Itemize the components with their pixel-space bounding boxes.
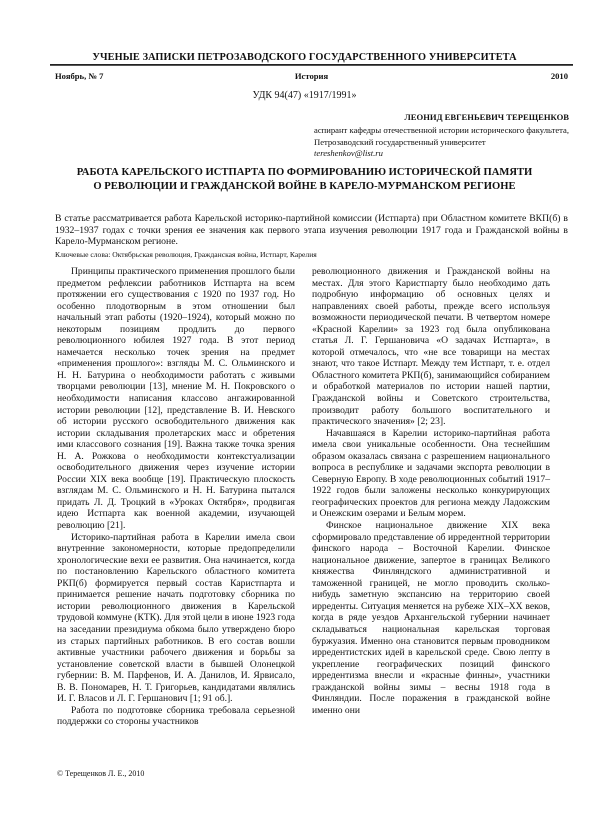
- paragraph: революционного движения и Гражданской войны на местах. Для этого Каристпарту было необходимо дать подробную информацию об основных целях и направлениях своей работы, прежде всего используя возможности периодической печати. В четвертом номере «Красной Карелии» за 1923 год была опубликована статья Л. Г. Гершановича «О задачах Истпарта», в которой отмечалось, что «не все товарищи на местах знают, что такое Истпарт. Между тем Истпарт, т. е. отдел Областного комитета РКП(б), занимающийся собиранием и обработкой материалов по истории нашей партии, Гражданской войны и Советского строительства, производит работу большого воспитательного и практического значения» [2; 23].: [312, 266, 550, 428]
- issue-year: 2010: [550, 71, 568, 81]
- keywords: Ключевые слова: Октябрьская революция, Гражданская война, Истпарт, Карелия: [55, 250, 317, 259]
- copyright-notice: © Терещенков Л. Е., 2010: [57, 769, 145, 778]
- section-name: История: [294, 71, 329, 81]
- issue-number: Ноябрь, № 7: [55, 71, 104, 81]
- udk-code: УДК 94(47) «1917/1991»: [252, 90, 357, 101]
- author-affiliation: [314, 125, 569, 160]
- abstract: В статье рассматривается работа Карельской историко-партийной комиссии (Истпарта) при Областном комитете ВКП(б) в 1932–1937 годах с точки зрения ее значения как первого этапа изучения революции 1917 года и Гражданской войны в Карело-Мурманском регионе.: [55, 213, 568, 248]
- title-line-1: РАБОТА КАРЕЛЬСКОГО ИСТПАРТА ПО ФОРМИРОВАНИЮ ИСТОРИЧЕСКОЙ ПАМЯТИ: [76, 167, 533, 178]
- body-column-right: [312, 266, 550, 716]
- header-rule: [50, 64, 573, 66]
- article-title: [30, 166, 579, 194]
- title-line-2: О РЕВОЛЮЦИИ И ГРАЖДАНСКОЙ ВОЙНЕ В КАРЕЛО-МУРМАНСКОМ РЕГИОНЕ: [93, 181, 516, 192]
- author-name: ЛЕОНИД ЕВГЕНЬЕВИЧ ТЕРЕЩЕНКОВ: [404, 112, 569, 122]
- body-column-left: [57, 266, 295, 728]
- author-email[interactable]: tereshenkov@list.ru: [314, 148, 383, 158]
- paragraph: Историко-партийная работа в Карелии имела свои внутренние закономерности, которые предопределили хронологические вехи ее развития. Она начинается, когда по постановлению Карельского областного комитета РКП(б) формируется первый состав Каристпарта и принимается решение начать подготовку сборника по истории революционного движения в Карельской трудовой коммуне (КТК). Для этой цели в июне 1923 года на заседании президиума обкома было утверждено бюро из старых партийных работников. В его состав вошли активные участники рабочего движения и борьбы за установление советской власти в бывшей Олонецкой губернии: В. М. Парфенов, И. А. Данилов, И. Ярвисало, В. В. Пономарев, Н. Т. Григорьев, кандидатами являлись И. Г. Власов и Л. Г. Гершанович [1; 91 об.].: [57, 531, 295, 705]
- paragraph: Принципы практического применения прошлого были предметом рефлексии работников Истпарта на всем протяжении его существования с 1920 по 1937 год. Но особенно плодотворным в этом отношении был начальный этап работы (1920–1924), который можно по некоторым позициям продлить до первого революционного юбилея 1927 года. В этот период намечается несколько точек зрения на предмет «применения прошлого»: взгляды М. С. Ольминского и Н. Н. Батурина о необходимости работать с живыми творцами революции [13], мнение М. Н. Покровского о необходимости написания классово ангажированной истории революции [12], представление В. И. Невского об истории русского освободительного движения как истории складывания пролетарских масс и обретения ими классового сознания [19]. Важна также точка зрения Н. А. Рожкова о необходимости контекстуализации освободительного движения через изучение истории России XIX века вообще [19]. Практическую плоскость взглядам М. С. Ольминского и Н. Н. Батурина пытался придать Л. Д. Троцкий в «Уроках Октября», продвигая идею Истпарта как военной академии, изучающей революцию [21].: [57, 266, 295, 532]
- paragraph: Финское национальное движение XIX века сформировало представление об ирредентной территории финского народа – Восточной Карелии. Финское национальное движение, запертое в границах Великого княжества Финляндского административной и таможенной границей, не могло проводить сколько-нибудь заметную экспансию на территорию своей ирреденты. Ситуация меняется на рубеже XIX–XX веков, когда в ряде уездов Архангельской губернии начинает складываться национальная карельская торговая буржуазия. Именно она становится первым проводником ирредентистских идей в карельской среде. Свою лепту в укрепление географических позиций финского ирредентизма внесли и «красные финны», участники гражданской войны зимы – весны 1918 года в Финляндии. После поражения в гражданской войне именно они: [312, 520, 550, 716]
- affiliation-text: аспирант кафедры отечественной истории исторического факультета, Петрозаводский государственный университет: [314, 125, 569, 147]
- issue-meta: [55, 71, 568, 83]
- paragraph: Работа по подготовке сборника требовала серьезной поддержки со стороны участников: [57, 704, 295, 728]
- paragraph: Начавшаяся в Карелии историко-партийная работа имела свои уникальные особенности. Она теснейшим образом оказалась связана с разрешением национального вопроса в республике и задачами экспорта революции в Северную Европу. В ходе революционных событий 1917–1922 годов были заложены несколько конкурирующих географических проектов для региона между Ладожским и Онежским озерами и Белым морем.: [312, 427, 550, 520]
- journal-title: УЧЕНЫЕ ЗАПИСКИ ПЕТРОЗАВОДСКОГО ГОСУДАРСТВЕННОГО УНИВЕРСИТЕТА: [92, 52, 517, 63]
